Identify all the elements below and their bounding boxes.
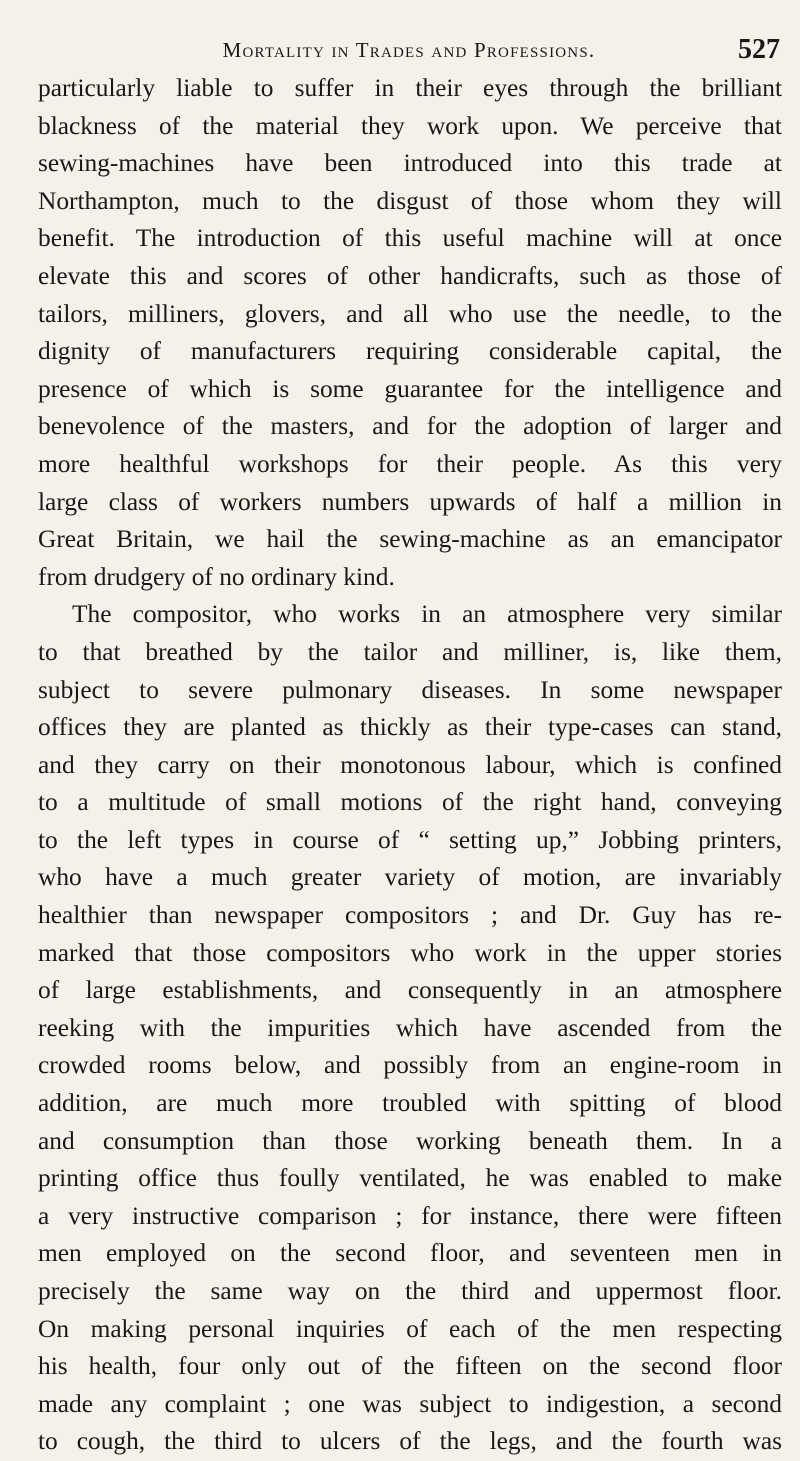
text-line: printing office thus foully ventilated, he was enabled to make bbox=[38, 1164, 782, 1193]
text-line: healthier than newspaper compositors ; and Dr. Guy has re- bbox=[38, 901, 782, 930]
text-line: of large establishments, and consequently in an atmosphere bbox=[38, 976, 782, 1005]
text-line: to a multitude of small motions of the right hand, conveying bbox=[38, 788, 782, 817]
text-line: who have a much greater variety of motion, are invariably bbox=[38, 863, 782, 892]
text-line: The compositor, who works in an atmosphere very similar bbox=[72, 600, 782, 629]
text-line: presence of which is some guarantee for the intelligence and bbox=[38, 374, 782, 403]
text-line: blackness of the material they work upon. We perceive that bbox=[38, 111, 782, 140]
text-line: his health, four only out of the fifteen on the second floor bbox=[38, 1352, 782, 1381]
page-number: 527 bbox=[738, 34, 780, 65]
text-line: to cough, the third to ulcers of the legs, and the fourth was bbox=[38, 1427, 782, 1456]
text-line: benefit. The introduction of this useful machine will at once bbox=[38, 224, 782, 253]
text-line: On making personal inquiries of each of the men respecting bbox=[38, 1314, 782, 1343]
text-line: sewing-machines have been introduced into this trade at bbox=[38, 149, 782, 178]
text-line: offices they are planted as thickly as their type-cases can stand, bbox=[38, 713, 782, 742]
text-line: to that breathed by the tailor and milliner, is, like them, bbox=[38, 637, 782, 666]
text-line: from drudgery of no ordinary kind. bbox=[38, 562, 395, 591]
text-line: made any complaint ; one was subject to indigestion, a second bbox=[38, 1389, 782, 1418]
text-line: and they carry on their monotonous labour, which is confined bbox=[38, 750, 782, 779]
text-line: particularly liable to suffer in their eyes through the brilliant bbox=[38, 74, 782, 102]
text-line: subject to severe pulmonary diseases. In some newspaper bbox=[38, 675, 782, 704]
text-line: Northampton, much to the disgust of those whom they will bbox=[38, 186, 782, 215]
running-title: Mortality in Trades and Professions. bbox=[222, 38, 596, 62]
text-line: reeking with the impurities which have ascended from the bbox=[38, 1013, 782, 1042]
text-line: elevate this and scores of other handicrafts, such as those of bbox=[38, 261, 782, 290]
text-line: crowded rooms below, and possibly from an engine-room in bbox=[38, 1051, 782, 1080]
text-line: more healthful workshops for their people. As this very bbox=[38, 449, 782, 478]
text-line: precisely the same way on the third and uppermost floor. bbox=[38, 1277, 782, 1305]
text-line: men employed on the second floor, and seventeen men in bbox=[38, 1239, 782, 1268]
text-line: addition, are much more troubled with spitting of blood bbox=[38, 1089, 782, 1118]
text-line: to the left types in course of “ setting up,” Jobbing printers, bbox=[38, 825, 782, 854]
text-line: marked that those compositors who work in the upper stories bbox=[38, 938, 782, 967]
text-line: Great Britain, we hail the sewing-machine as an emancipator bbox=[38, 525, 782, 554]
text-line: a very instructive comparison ; for instance, there were fifteen bbox=[38, 1201, 782, 1230]
text-line: and consumption than those working beneath them. In a bbox=[38, 1126, 782, 1155]
body-text bbox=[38, 70, 782, 1461]
text-line: tailors, milliners, glovers, and all who use the needle, to the bbox=[38, 299, 782, 328]
text-line: large class of workers numbers upwards of half a million in bbox=[38, 487, 782, 516]
text-line: dignity of manufacturers requiring considerable capital, the bbox=[38, 337, 782, 366]
running-head bbox=[38, 34, 780, 70]
text-line: benevolence of the masters, and for the adoption of larger and bbox=[38, 412, 782, 441]
